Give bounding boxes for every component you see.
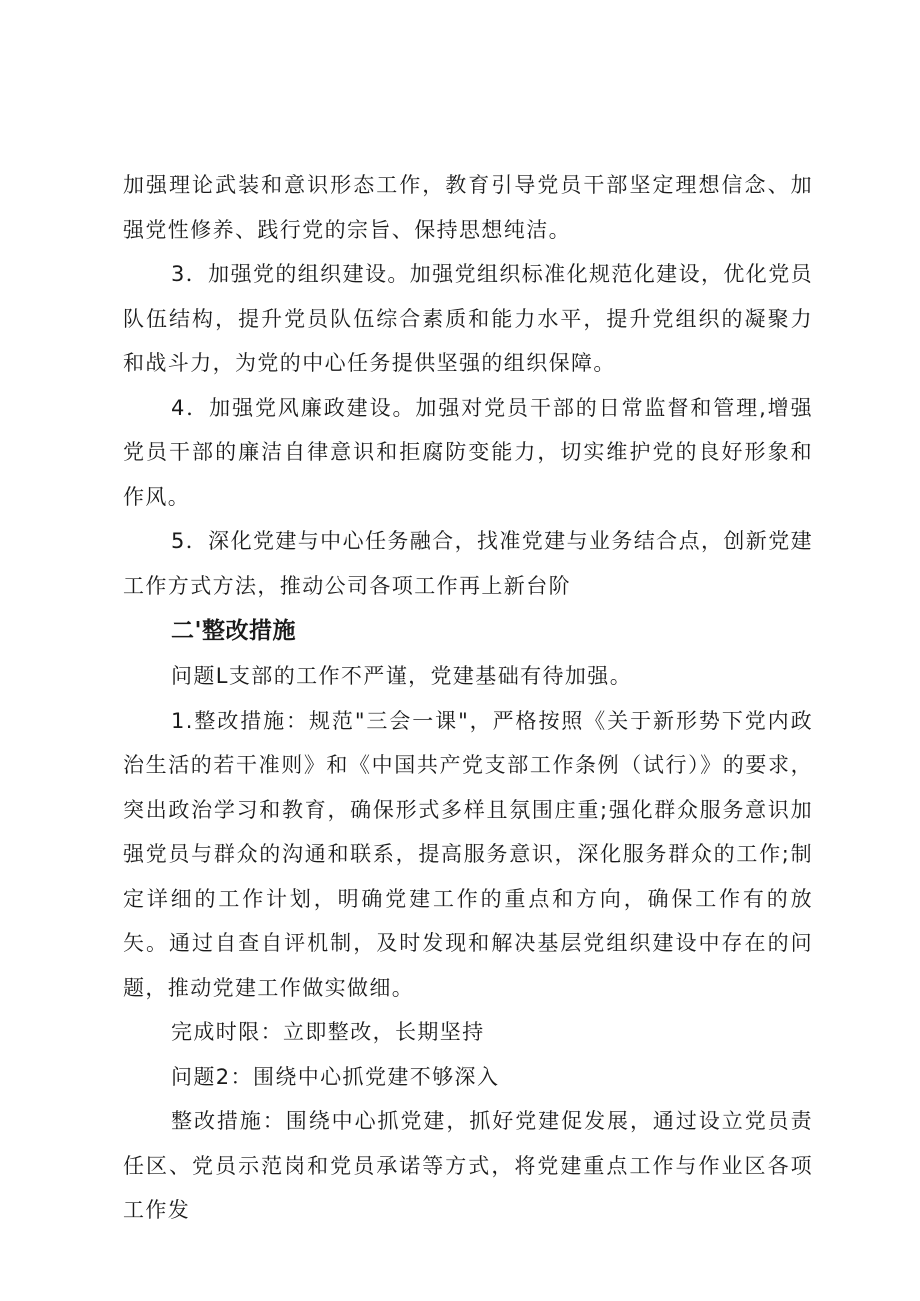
paragraph-problem-1: 问题L支部的工作不严谨，党建基础有待加强。 [171,664,633,688]
paragraph-item-4: 4．加强党风廉政建设。加强对党员干部的日常监督和管理,增强党员干部的廉洁自律意识和拒腐防变能力，切实维护党的良好形象和作风。 [123,395,813,509]
section-heading-rectification: 二'整改措施 [171,618,297,644]
paragraph-item-5: 5．深化党建与中心任务融合，找准党建与业务结合点，创新党建工作方式方法，推动公司各项工作再上新台阶 [123,529,813,598]
paragraph-measure-2: 整改措施：围绕中心抓党建，抓好党建促发展，通过设立党员责任区、党员示范岗和党员承诺等方式，将党建重点工作与作业区各项工作发 [123,1109,813,1222]
paragraph-problem-2: 问题2：围绕中心抓党建不够深入 [171,1064,500,1089]
paragraph-item-3: 3．加强党的组织建设。加强党组织标准化规范化建设，优化党员队伍结构，提升党员队伍综合素质和能力水平，提升党组织的凝聚力和战斗力，为党的中心任务提供坚强的组织保障。 [123,262,813,375]
document-body [123,163,813,1233]
paragraph-theory: 加强理论武装和意识形态工作，教育引导党员干部坚定理想信念、加强党性修养、践行党的宗旨、保持思想纯洁。 [123,173,813,242]
paragraph-measure-1: 1.整改措施：规范"三会一课"，严格按照《关于新形势下党内政治生活的若干准则》和《中国共产党支部工作条例（试行）》的要求，突出政治学习和教育，确保形式多样且氛围庄重;强化群众服务意识加强党员与群众的沟通和联系，提高服务意识，深化服务群众的工作;制定详细的工作计划，明确党建工作的重点和方向，确保工作有的放矢。通过自查自评机制，及时发现和解决基层党组织建设中存在的问题，推动党建工作做实做细。 [123,708,813,1000]
paragraph-deadline: 完成时限：立即整改，长期坚持 [171,1020,485,1044]
